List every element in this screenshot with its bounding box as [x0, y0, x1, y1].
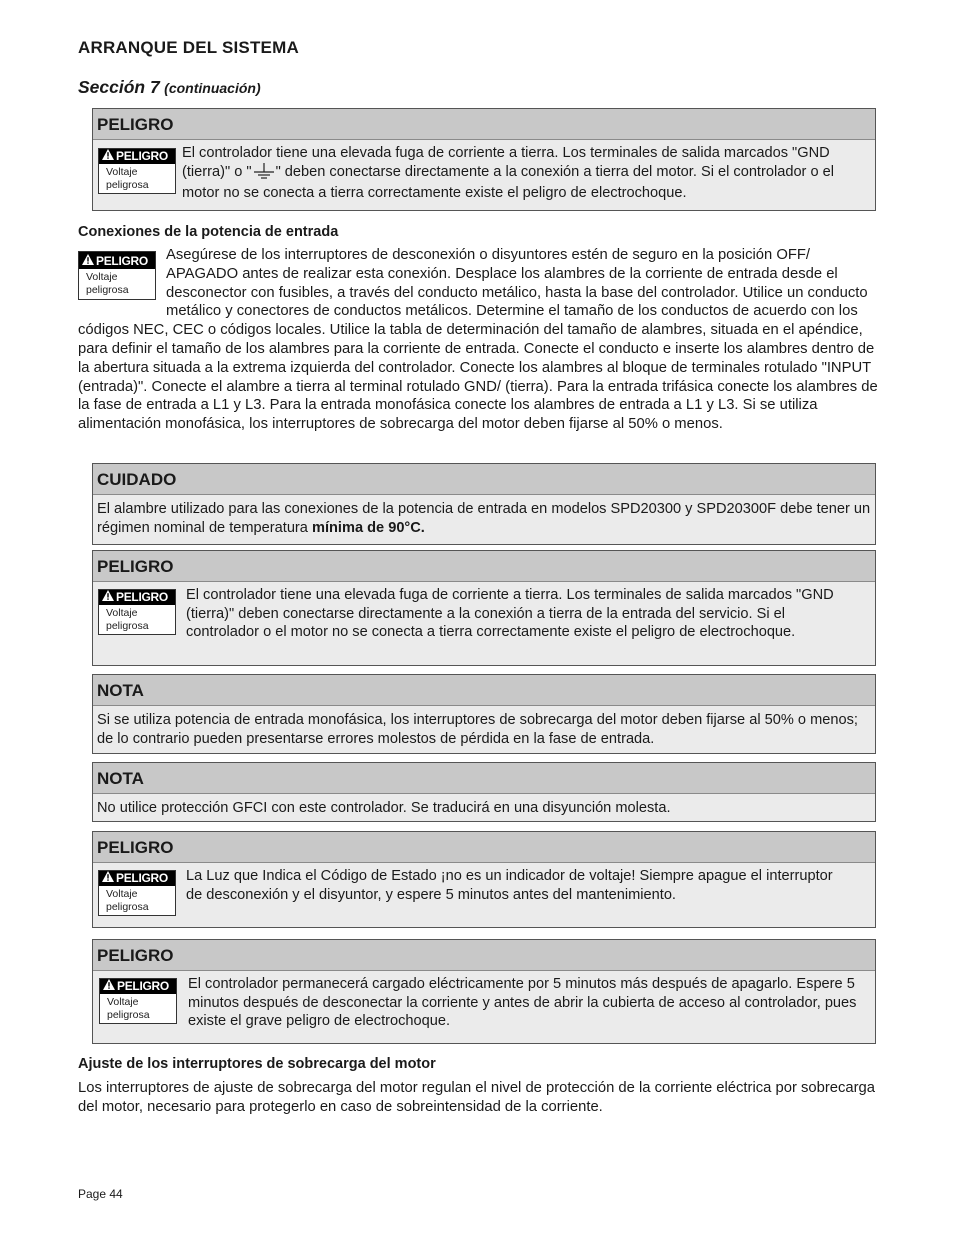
section-heading [78, 77, 261, 98]
danger-box-residual-charge [92, 939, 876, 1044]
badge-sub-line1: Voltaje [86, 271, 118, 283]
box-text: La Luz que Indica el Código de Estado ¡no es un indicador de voltaje! Siempre apague el interruptor de desconexión y el disyuntor, y espere 5 minutos antes del mantenimiento. [186, 868, 833, 903]
box-title: NOTA [93, 763, 875, 794]
badge-label: PELIGRO [117, 979, 169, 994]
page-number: Page 44 [78, 1187, 123, 1201]
danger-box-ground-leakage [92, 108, 876, 211]
box-text: El alambre utilizado para las conexiones de la potencia de entrada en modelos SPD20300 y SPD20300F debe tener un régimen nominal de temperatura mínima de 90°C. [97, 501, 871, 536]
badge-sub-line1: Voltaje [107, 996, 139, 1008]
warning-triangle-icon [102, 869, 116, 888]
badge-sub-line2: peligrosa [106, 900, 149, 913]
box-text: El controlador tiene una elevada fuga de corriente a tierra. Los terminales de salida marcados "GND (tierra)" o " " deben conectarse directamente a la conexión a tierra del motor. Si el controlador o el motor no se conecta a tierra correctamente existe el peligro de electrochoque. [182, 145, 835, 202]
box-title: NOTA [93, 675, 875, 706]
box-text: El controlador permanecerá cargado eléctricamente por 5 minutos más después de apagarlo. Espere 5 minutos después de desconectar la corriente y antes de abrir la cubierta de acceso al controlador, pues existe el grave peligro de electrochoque. [188, 976, 857, 1030]
input-power-paragraph: Asegúrese de los interruptores de desconexión o disyuntores estén de seguro en la posición OFF/ APAGADO antes de realizar esta conexión. Desplace los alambres de la corriente de entrada desde el desconector con fusibles, a través del conducto metálico, hasta la base del controlador. Utilice un conducto metálico y conectores de conductos metálicos. Determine el tamaño de los conductos de acuerdo con los códigos NEC, CEC o códigos locales. Utilice la tabla de determinación del tamaño de alambres, situada en el apéndice, para definir el tamaño de los alambres para la corriente de entrada. Conecte el conducto e inserte los alambres dentro de la abertura situada a la extrema izquierda del controlador. Conecte los alambres al bloque de terminales rotulado "INPUT (entrada)". Conecte el alambre a tierra al terminal rotulado GND/ (tierra). Para la entrada trifásica conecte los alambres de la fase de entrada a L1 y L3. Para la entrada monofásica conecte los alambres de entrada a L1 y L3. Si se utiliza alimentación monofásica, los interruptores de sobrecarga del motor deben fijarse al 50% o menos. [78, 247, 878, 433]
badge-label: PELIGRO [96, 253, 148, 268]
box-title: PELIGRO [93, 109, 875, 140]
overload-heading: Ajuste de los interruptores de sobrecarga del motor [78, 1056, 436, 1072]
badge-label: PELIGRO [116, 871, 168, 886]
section-number: Sección 7 [78, 77, 160, 97]
danger-badge [98, 870, 176, 916]
note-box-gfci [92, 762, 876, 822]
badge-sub-line2: peligrosa [107, 1008, 150, 1021]
badge-sub-line1: Voltaje [106, 607, 138, 619]
warning-triangle-icon [103, 977, 117, 996]
box-text: Si se utiliza potencia de entrada monofásica, los interruptores de sobrecarga del motor deben fijarse al 50% o menos; de lo contrario pueden presentarse errores molestos de pérdida en la fase de entrada. [97, 712, 858, 747]
badge-sub-line1: Voltaje [106, 166, 138, 178]
badge-sub-line2: peligrosa [106, 178, 149, 191]
danger-box-service-ground [92, 550, 876, 666]
box-title: PELIGRO [93, 832, 875, 863]
badge-sub-line2: peligrosa [106, 619, 149, 632]
input-power-heading: Conexiones de la potencia de entrada [78, 224, 339, 240]
ground-icon [253, 163, 275, 185]
warning-triangle-icon [102, 588, 116, 607]
note-box-single-phase [92, 674, 876, 754]
badge-sub-line1: Voltaje [106, 888, 138, 900]
box-title: PELIGRO [93, 940, 875, 971]
box-title: PELIGRO [93, 551, 875, 582]
danger-badge [98, 148, 176, 194]
box-text: El controlador tiene una elevada fuga de corriente a tierra. Los terminales de salida marcados "GND (tierra)" deben conectarse directamente a la conexión a tierra de la entrada del servicio. Si el controlador o el motor no se conecta a tierra correctamente existe el peligro de electrochoque. [186, 587, 834, 641]
section-continuation: (continuación) [164, 80, 261, 96]
badge-sub-line2: peligrosa [86, 283, 129, 296]
danger-box-status-light [92, 831, 876, 928]
caution-box-wire-rating [92, 463, 876, 545]
danger-badge [99, 978, 177, 1024]
box-title: CUIDADO [93, 464, 875, 495]
box-text: No utilice protección GFCI con este controlador. Se traducirá en una disyunción molesta. [97, 800, 671, 816]
box-text-bold: mínima de 90°C. [311, 519, 425, 536]
overload-paragraph: Los interruptores de ajuste de sobrecarga del motor regulan el nivel de protección de la corriente eléctrica por sobrecarga del motor, necesario para protegerlo en caso de sobreintensidad de la corriente. [78, 1080, 876, 1115]
badge-label: PELIGRO [116, 149, 168, 164]
warning-triangle-icon [102, 147, 116, 166]
danger-badge [98, 589, 176, 635]
page-title: ARRANQUE DEL SISTEMA [78, 38, 299, 57]
badge-label: PELIGRO [116, 590, 168, 605]
